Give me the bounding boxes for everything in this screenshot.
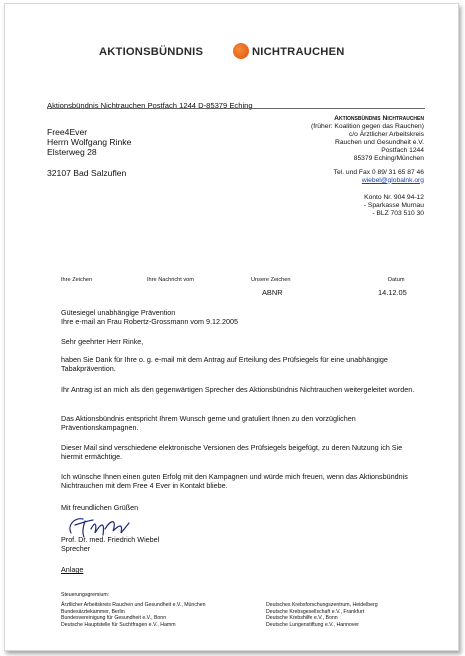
sender-return-line: Aktionsbündnis Nichtrauchen Postfach 1244 D-85379 Eching (47, 101, 253, 110)
salutation: Sehr geehrter Herr Rinke, (61, 337, 144, 346)
logo-dot-icon (233, 43, 249, 59)
recipient-line: Free4Ever (47, 127, 88, 137)
recipient-line: Herrn Wolfgang Rinke (47, 137, 132, 148)
recipient-line: Elsterweg 28 (47, 147, 97, 158)
sponsors-title: Steuerungsgremium: (61, 592, 110, 598)
attachment-label: Anlage (61, 565, 84, 574)
sponsors-left (61, 602, 206, 628)
logo-word-2: NICHTRAUCHEN (252, 46, 345, 58)
signer-name: Prof. Dr. med. Friedrich Wiebel (61, 535, 160, 544)
org-line: Postfach 1244 (381, 147, 424, 155)
sponsor-item: Bundesvereinigung für Gesundheit e.V., Bonn (61, 615, 167, 622)
paragraph: Das Aktionsbündnis entspricht Ihrem Wunsch gerne und gratuliert Ihnen zu den vorzüglichen Präventionskampagnen. (61, 414, 356, 432)
logo (99, 42, 389, 64)
org-line: c/o Ärztlicher Arbeitskreis (348, 131, 424, 139)
logo-word-1: AKTIONSBÜNDNIS (99, 46, 204, 58)
subject-line: Ihre e-mail an Frau Robertz-Grossmann vom 9.12.2005 (61, 317, 238, 326)
closing: Mit freundlichen Grüßen (61, 503, 139, 512)
letter-page (4, 3, 459, 651)
sponsors-right (266, 602, 378, 628)
signer-role: Sprecher (61, 544, 91, 553)
signer (61, 535, 416, 553)
sponsor-item: Deutsche Hauptstelle für Suchtfragen e.V., Hamm (61, 621, 176, 628)
paragraph: Ihr Antrag ist an mich als den gegenwärtigen Sprecher des Aktionsbündnis Nichtrauchen weitergeleitet worden. (61, 385, 415, 394)
org-block (311, 115, 424, 218)
sponsor-item: Bundesärztekammer, Berlin (61, 608, 125, 615)
paragraph: Dieser Mail sind verschiedene elektronische Versionen des Prüfsiegels beigefügt, zu deren Nutzung ich Sie hiermit ermächtige. (61, 443, 403, 461)
subject (61, 308, 416, 326)
label-datum: Datum (388, 277, 405, 283)
org-name: Aktionsbündnis Nichtrauchen (334, 115, 424, 122)
divider (47, 108, 425, 109)
paragraph: Ich wünsche Ihnen einen guten Erfolg mit den Kampagnen und würde mich freuen, wenn das Aktionsbündnis Nichtrauchen mit dem Free 4 Ever in Kontakt bliebe. (61, 472, 408, 490)
sponsor-item: Deutsche Lungenstiftung e.V., Hannover (266, 621, 359, 628)
org-email-link[interactable]: wiebel@globalnk.org (361, 176, 424, 184)
bank-line: - BLZ 703 510 30 (372, 209, 424, 217)
bank-line: - Sparkasse Murnau (363, 201, 424, 209)
recipient-line (47, 158, 131, 168)
paragraph: haben Sie Dank für Ihre o. g. e-mail mit dem Antrag auf Erteilung des Prüfsiegels für eine unabhängige Tabakprävention. (61, 355, 388, 373)
recipient-address (47, 127, 131, 178)
org-line: 85379 Eching/München (353, 155, 424, 163)
label-unsere-zeichen: Unsere Zeichen (251, 277, 291, 283)
value-unsere-zeichen: ABNR (262, 288, 283, 297)
label-ihre-nachricht: Ihre Nachricht vom (147, 277, 194, 283)
bank-line: Konto Nr. 904 94-12 (364, 193, 424, 201)
recipient-line: 32107 Bad Salzuflen (47, 167, 127, 178)
subject-line: Gütesiegel unabhängige Prävention (61, 308, 176, 317)
sponsor-item: Deutsche Krebshilfe e.V., Bonn (266, 615, 338, 622)
org-phone: Tel. und Fax 0 89/ 31 65 87 46 (333, 168, 424, 176)
value-datum: 14.12.05 (378, 288, 407, 297)
sponsor-item: Deutsche Krebsgesellschaft e.V., Frankfurt (266, 608, 365, 615)
org-line: Rauchen und Gesundheit e.V. (335, 139, 424, 147)
label-ihre-zeichen: Ihre Zeichen (61, 277, 93, 283)
org-line: (früher: Koalition gegen das Rauchen) (310, 123, 424, 131)
sponsor-item: Deutsches Krebsforschungszentrum, Heidelberg (266, 602, 378, 608)
sponsor-item: Ärztlicher Arbeitskreis Rauchen und Gesundheit e.V., München (61, 602, 206, 608)
